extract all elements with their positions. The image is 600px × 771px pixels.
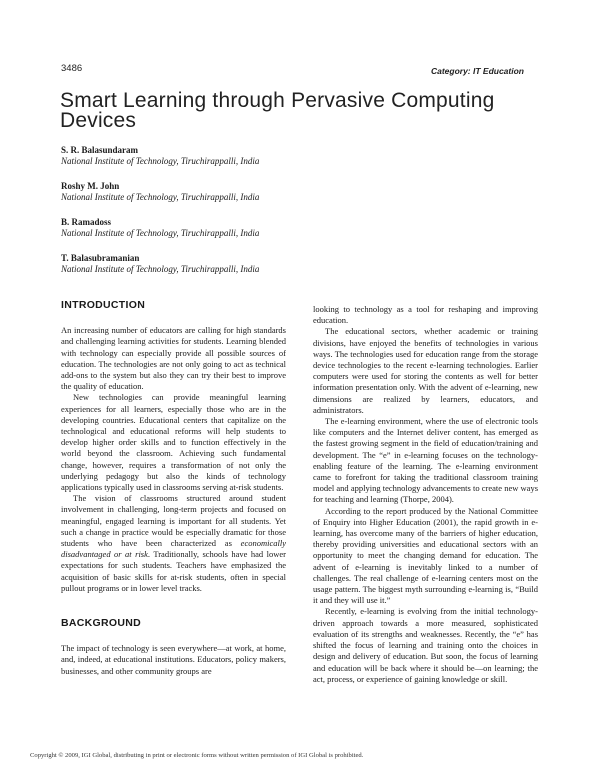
emphasized-text: economically disadvantaged or at risk: [61, 538, 286, 560]
paragraph-text: The vision of classrooms structured around student involvement in challenging, long-term projects and focused on meaningful, engaged learning is important for all students. Yet such a change in practice would be especially dramatic for those students who have been characterized as: [61, 493, 286, 549]
paragraph: [61, 493, 286, 594]
paper-title: Smart Learning through Pervasive Computing Devices: [60, 89, 495, 132]
author-block: [61, 217, 361, 239]
author-name: S. R. Balasundaram: [61, 145, 139, 155]
author-list: [61, 145, 361, 289]
copyright-footer: Copyright © 2009, IGI Global, distributing in print or electronic forms without written permission of IGI Global is prohibited.: [30, 752, 364, 759]
author-block: [61, 145, 361, 167]
page-number: 3486: [61, 63, 83, 74]
paragraph: An increasing number of educators are calling for high standards and challenging learning activities for students. Learning blended with technology can especially provide all possible sources of education. The technologies are not only going to act as technical add-ons to the system but also they can try their best to improve the quality of education.: [61, 325, 286, 392]
author-affiliation: National Institute of Technology, Tiruchirappalli, India: [61, 264, 260, 274]
author-block: [61, 253, 361, 275]
introduction-heading: INTRODUCTION: [61, 299, 146, 311]
author-affiliation: National Institute of Technology, Tiruchirappalli, India: [61, 156, 260, 166]
background-heading: BACKGROUND: [61, 617, 141, 630]
left-column: [61, 300, 286, 677]
paragraph-text: . Traditionally, schools have had lower expectations for such students. Teachers have emphasized the acquisition of basic skills for at-risk students, often in special pullout programs or in lower level tracks.: [61, 549, 286, 593]
paragraph: The e-learning environment, where the use of electronic tools like computers and the Internet deliver content, has emerged as the fastest growing segment in the field of education/training and development. The “e” in e-learning focuses on the technology-enabling feature of the learning. The e-learning environment came to forefront for taking the traditional classroom training model and applying technology advancements to create new ways for teaching and learning (Thorpe, 2004).: [313, 416, 538, 505]
paragraph: The educational sectors, whether academic or training divisions, have enjoyed the benefits of technologies in various ways. The technologies used for education range from the storage device technologies to the recent e-learning technologies. Earlier computers were used for storing the contents as well for better information presentation only. With the advent of e-learning, new dimensions are realized by learners, educators, and administrators.: [313, 326, 538, 415]
category-label: Category: IT Education: [430, 66, 524, 76]
paragraph: The impact of technology is seen everywhere—at work, at home, and, indeed, at educational institutions. Educators, policy makers, businesses, and other community groups are: [61, 643, 286, 676]
paragraph: New technologies can provide meaningful learning experiences for all learners, especially those who are in the developing countries. Educational centers that capitalize on the technological and educational reforms will help students to develop higher order skills and to function effectively in the world beyond the classroom. Achieving such fundamental change, however, requires a transformation of not only the underlying pedagogy but also the kinds of technology applications typically used in classrooms serving at-risk students.: [61, 392, 286, 493]
author-name: B. Ramadoss: [61, 217, 112, 227]
author-affiliation: National Institute of Technology, Tiruchirappalli, India: [61, 228, 260, 238]
paragraph: According to the report produced by the National Committee of Enquiry into Higher Education (2001), the rapid growth in e-learning, has overcome many of the barriers of higher education, thereby providing universities and educational sectors with an opportunity to meet the changing demand for education. The advent of e-learning is inevitably linked to a number of challenges. The real challenge of e-learning centers most on the usage pattern. The biggest myth surrounding e-learning is, “Build it and they will use it.”: [313, 505, 538, 606]
author-affiliation: National Institute of Technology, Tiruchirappalli, India: [61, 192, 260, 202]
right-column: [313, 304, 538, 685]
paragraph: looking to technology as a tool for reshaping and improving education.: [313, 304, 538, 326]
author-name: T. Balasubramanian: [61, 253, 140, 263]
author-name: Roshy M. John: [61, 181, 120, 191]
paragraph: Recently, e-learning is evolving from the initial technology-driven approach towards a more measured, sophisticated evaluation of its strengths and weaknesses. Recently, the “e” has shifted the focus of learning and training onto the choices in design and delivery of education. But soon, the focus of learning and education will be back where it should be—on learning; the act, process, or experience of gaining knowledge or skill.: [313, 606, 538, 684]
author-block: [61, 181, 361, 203]
